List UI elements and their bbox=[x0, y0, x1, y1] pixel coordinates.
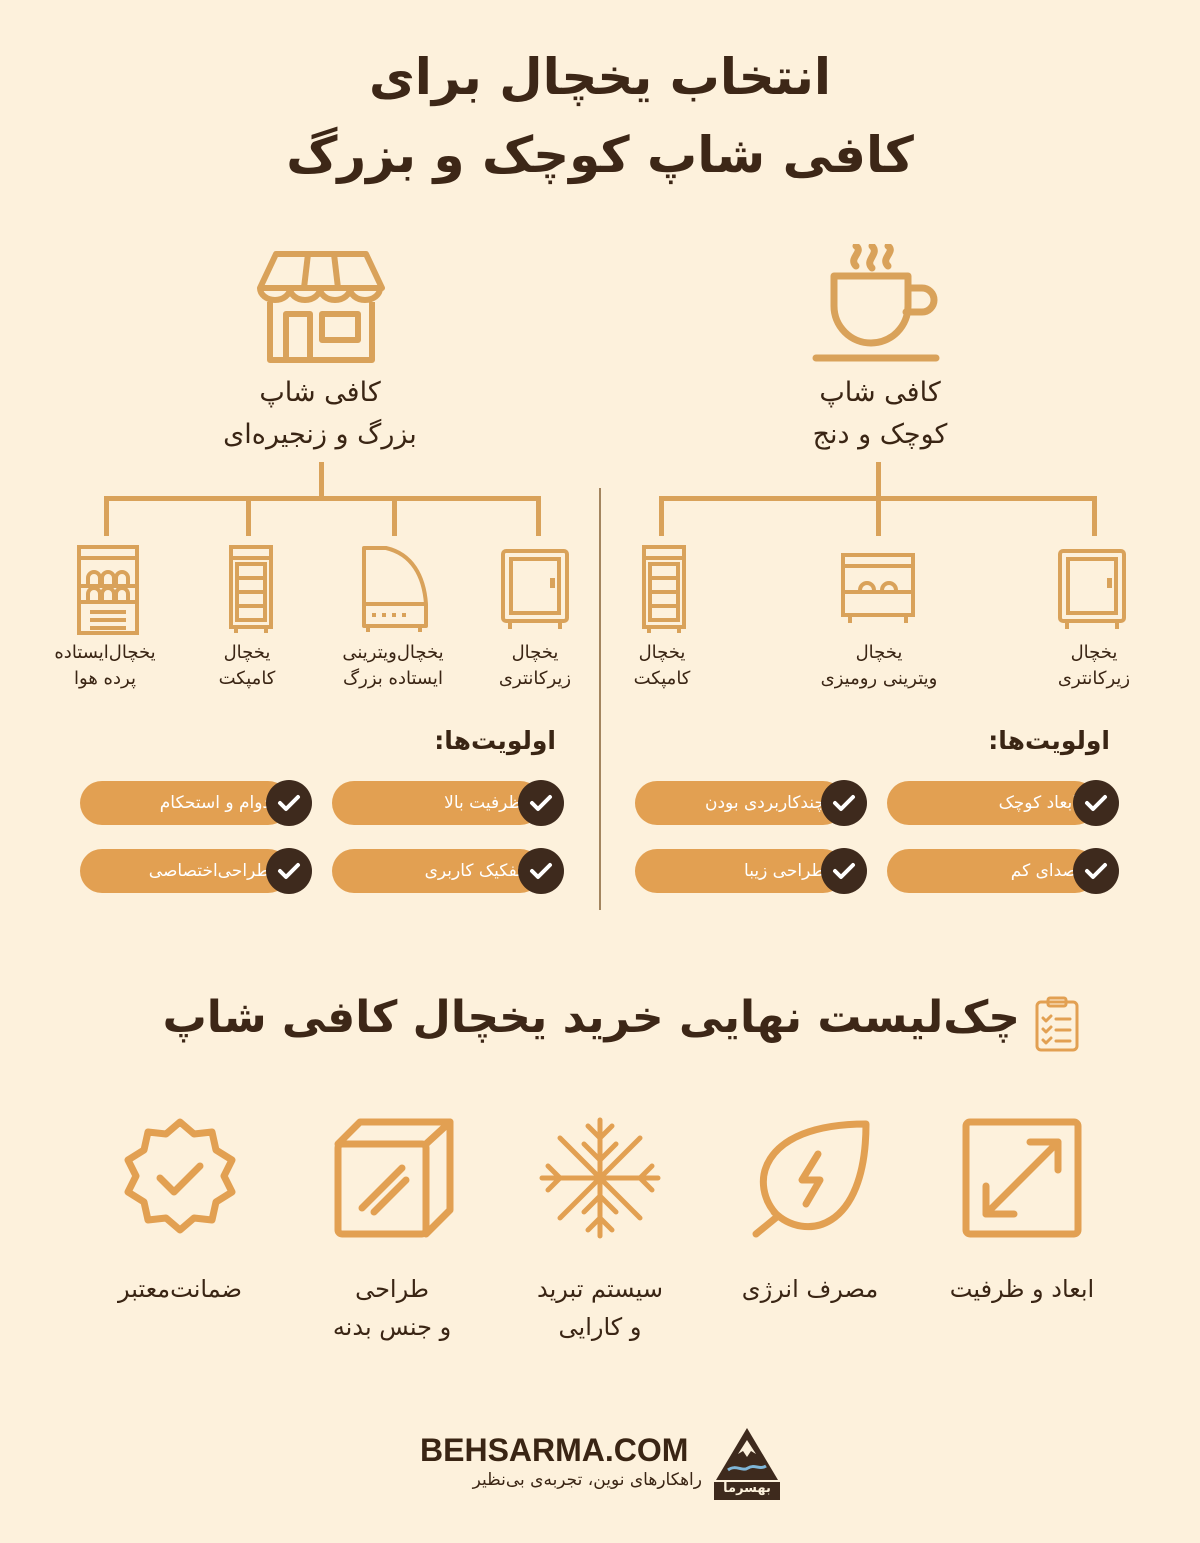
page-title-line1: انتخاب یخچال برای bbox=[368, 48, 832, 106]
curved-display-fridge-icon bbox=[360, 544, 430, 634]
priority-pill: طراحی‌اختصاصی bbox=[80, 848, 312, 894]
resize-arrows-icon bbox=[960, 1116, 1084, 1240]
priority-pill: ظرفیت بالا bbox=[332, 780, 564, 826]
coffee-cup-icon bbox=[812, 244, 946, 366]
undercounter-fridge-icon bbox=[1057, 548, 1127, 632]
page-title-line2: کافی شاپ کوچک و بزرگ bbox=[286, 126, 914, 184]
checklist-title: چک‌لیست نهایی خرید یخچال کافی شاپ bbox=[162, 992, 1020, 1043]
fridge-label: زیرکانتری bbox=[1057, 668, 1131, 689]
check-icon bbox=[266, 780, 312, 826]
fridge-label: زیرکانتری bbox=[498, 668, 572, 689]
storefront-icon bbox=[256, 250, 386, 366]
priority-pill: صدای کم bbox=[887, 848, 1119, 894]
fridge-label: یخچال bbox=[638, 642, 686, 663]
compact-fridge-icon bbox=[641, 544, 687, 634]
check-icon bbox=[821, 848, 867, 894]
fridge-label: کامپکت bbox=[218, 668, 276, 689]
priority-pill: ابعاد کوچک bbox=[887, 780, 1119, 826]
fridge-label: یخچال bbox=[223, 642, 271, 663]
column-divider bbox=[599, 488, 601, 910]
tagline: راهکارهای نوین، تجربه‌ی بی‌نظیر bbox=[472, 1470, 702, 1490]
large-cafe-title-line2: بزرگ و زنجیره‌ای bbox=[223, 419, 417, 450]
fridge-label: ویترینی رومیزی bbox=[820, 668, 938, 689]
fridge-label: یخچال bbox=[511, 642, 559, 663]
priority-pill: چندکاربردی بودن bbox=[635, 780, 867, 826]
priorities-heading: اولویت‌ها: bbox=[988, 726, 1110, 755]
priority-pill: دوام و استحکام bbox=[80, 780, 312, 826]
priorities-heading: اولویت‌ها: bbox=[434, 726, 556, 755]
logo-text: بهسرما bbox=[723, 1481, 771, 1496]
glass-box-icon bbox=[332, 1116, 456, 1240]
priority-pill: تفکیک کاربری bbox=[332, 848, 564, 894]
warranty-badge-icon bbox=[118, 1116, 242, 1240]
clipboard-icon bbox=[1034, 996, 1080, 1052]
fridge-label: یخچال‌ویترینی bbox=[342, 642, 444, 663]
checklist-label: و کارایی bbox=[558, 1313, 642, 1341]
priority-pill: طراحی زیبا bbox=[635, 848, 867, 894]
small-cafe-title-line1: کافی شاپ bbox=[819, 377, 941, 408]
check-icon bbox=[1073, 848, 1119, 894]
checklist-label: و جنس بدنه bbox=[332, 1313, 452, 1341]
site-url[interactable]: BEHSARMA.COM bbox=[420, 1432, 689, 1468]
fridge-label: ایستاده بزرگ bbox=[343, 668, 443, 689]
checklist-label: ابعاد و ظرفیت bbox=[949, 1275, 1095, 1303]
fridge-label: کامپکت bbox=[633, 668, 691, 689]
small-cafe-title-line2: کوچک و دنج bbox=[812, 419, 948, 450]
check-icon bbox=[1073, 780, 1119, 826]
undercounter-fridge-icon bbox=[500, 548, 570, 632]
check-icon bbox=[518, 848, 564, 894]
checklist-label: سیستم تبرید bbox=[536, 1275, 664, 1303]
check-icon bbox=[821, 780, 867, 826]
snowflake-icon bbox=[538, 1116, 662, 1240]
check-icon bbox=[266, 848, 312, 894]
check-icon bbox=[518, 780, 564, 826]
countertop-display-fridge-icon bbox=[840, 552, 916, 626]
fridge-label: یخچال bbox=[1070, 642, 1118, 663]
fridge-label: یخچال bbox=[855, 642, 903, 663]
fridge-label: یخچال‌ایستاده bbox=[54, 642, 156, 663]
energy-leaf-icon bbox=[748, 1116, 872, 1240]
air-curtain-fridge-icon bbox=[76, 544, 140, 636]
checklist-label: طراحی bbox=[355, 1275, 429, 1303]
fridge-label: پرده هوا bbox=[74, 668, 136, 689]
checklist-label: مصرف انرژی bbox=[741, 1275, 879, 1303]
checklist-label: ضمانت‌معتبر bbox=[118, 1275, 242, 1303]
large-cafe-title-line1: کافی شاپ bbox=[259, 377, 381, 408]
compact-fridge-icon bbox=[228, 544, 274, 634]
